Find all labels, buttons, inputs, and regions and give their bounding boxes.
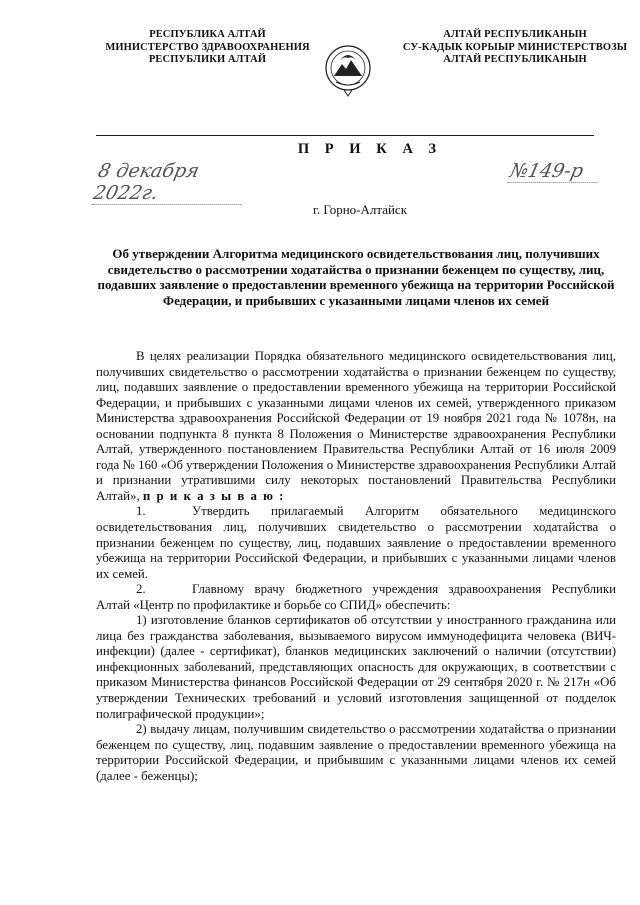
- header-left-line: РЕСПУБЛИКИ АЛТАЙ: [148, 54, 267, 65]
- subitem-2: 2) выдачу лицам, получившим свидетельство о рассмотрении ходатайства о признании беженцем по существу, лиц, подавшим заявление о предоставлении временного убежища на территории Российской Федерации, и прибывшим с указанными лицами членов их семей (далее - беженцы);: [96, 722, 616, 783]
- item-2: [96, 582, 616, 613]
- item-2-text: Главному врачу бюджетного учреждения здравоохранения Республики Алтай «Центр по профилактике и борьбе со СПИД» обеспечить:: [96, 582, 616, 612]
- item-1: [96, 504, 616, 582]
- order-subject: Об утверждении Алгоритма медицинского освидетельствования лиц, получивших свидетельство о рассмотрении ходатайства о признании беженцем по существу, лиц, подавших заявление о предоставлении временного убежища на территории Российской Федерации, и прибывших с указанными лицами членов их семей: [97, 246, 615, 308]
- header-divider: [96, 135, 594, 136]
- order-body: [96, 349, 616, 784]
- header-left: [95, 29, 320, 67]
- orders-word: п р и к а з ы в а ю :: [142, 488, 285, 503]
- item-1-text: Утвердить прилагаемый Алгоритм обязательного медицинского освидетельствования лиц, получивших свидетельство о рассмотрении ходатайства о признании беженцем по существу, лиц, подавших заявление о предоставлении временного убежища на территории Российской Федерации, и прибывших с указанными лицами членов их семей.: [96, 504, 616, 581]
- header-right-line: АЛТАЙ РЕСПУБЛИКАНЫН: [443, 29, 587, 40]
- handwritten-number: №149-р: [508, 160, 603, 183]
- header-right-line: АЛТАЙ РЕСПУБЛИКАНЫН: [443, 54, 587, 65]
- item-1-number: 1.: [136, 504, 146, 519]
- header-right: [400, 29, 630, 67]
- handwritten-date: 8 декабря 2022г.: [91, 160, 251, 205]
- preamble-text: В целях реализации Порядка обязательного медицинского освидетельствования лиц, получивших свидетельство о рассмотрении ходатайства о признании беженцем по существу, лиц, подавших заявление о предоставлении временного убежища на территории Российской Федерации, и прибывших с указанными лицами членов их семей, утвержденного приказом Министерства здравоохранения Российской Федерации от 19 ноября 2021 года № 1078н, на основании подпункта 8 пункта 8 Положения о Министерстве здравоохранения Республики Алтай, утвержденного постановлением Правительства Республики Алтай от 16 июля 2009 года № 160 «Об утверждении Положения о Министерстве здравоохранения Республики Алтай и признании утратившими силу некоторых постановлений Правительства Республики Алтай»,: [96, 349, 616, 503]
- subitem-1: 1) изготовление бланков сертификатов об отсутствии у иностранного гражданина или лица без гражданства заболевания, вызываемого вирусом иммунодефицита человека (ВИЧ-инфекции) (далее - сертификат), бланков медицинских заключений о наличии (отсутствии) инфекционных заболеваний, представляющих опасность для окружающих, в соответствии с приказом Министерства финансов Российской Федерации от 29 сентября 2020 г. № 217н «Об утверждении Технических требований и условий изготовления защищенной от подделок полиграфической продукции»;: [96, 613, 616, 721]
- header-right-line: СУ-КАДЫК КОРЫЫР МИНИСТЕРСТВОЗЫ: [402, 41, 628, 53]
- header-left-line: РЕСПУБЛИКА АЛТАЙ: [149, 29, 266, 40]
- coat-of-arms-icon: [324, 42, 372, 98]
- item-2-number: 2.: [136, 582, 146, 597]
- preamble-paragraph: [96, 349, 616, 504]
- city-line: г. Горно-Алтайск: [312, 202, 408, 217]
- order-title: П Р И К А З: [297, 141, 443, 157]
- header-left-line: МИНИСТЕРСТВО ЗДРАВООХРАНЕНИЯ: [105, 41, 310, 53]
